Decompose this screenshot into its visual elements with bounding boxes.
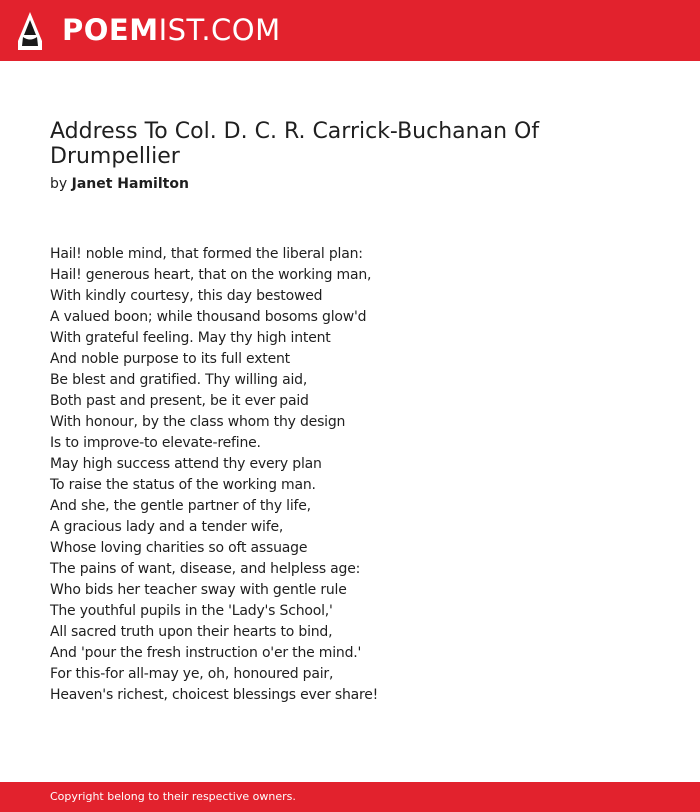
- poem-line: For this-for all-may ye, oh, honoured pair,: [50, 666, 334, 682]
- logo-light-text: IST.COM: [158, 13, 281, 47]
- site-logo[interactable]: [62, 13, 281, 47]
- poem-line: Both past and present, be it ever paid: [50, 393, 309, 409]
- poem-line: And noble purpose to its full extent: [50, 351, 290, 367]
- site-footer: [0, 782, 700, 812]
- poem-line: Be blest and gratified. Thy willing aid,: [50, 372, 308, 388]
- poem-line: And 'pour the fresh instruction o'er the mind.': [50, 645, 362, 661]
- poem-line: Who bids her teacher sway with gentle rule: [50, 582, 347, 598]
- poem-line: Hail! generous heart, that on the working man,: [50, 267, 372, 283]
- logo-bold-text: POEM: [62, 13, 159, 47]
- by-label: by: [50, 176, 68, 192]
- poem-line: Hail! noble mind, that formed the liberal plan:: [50, 246, 363, 262]
- poem-body: [50, 244, 650, 706]
- byline: [50, 175, 189, 193]
- poem-title: Address To Col. D. C. R. Carrick-Buchanan Of Drumpellier: [50, 119, 540, 169]
- poem-line: With kindly courtesy, this day bestowed: [50, 288, 323, 304]
- poem-line: Heaven's richest, choicest blessings ever share!: [50, 687, 379, 703]
- poem-line: With grateful feeling. May thy high intent: [50, 330, 331, 346]
- pencil-tip-icon: [17, 11, 43, 51]
- poem-line: Is to improve-to elevate-refine.: [50, 435, 261, 451]
- copyright-text: Copyright belong to their respective owners.: [50, 790, 296, 803]
- poem-line: The pains of want, disease, and helpless age:: [50, 561, 361, 577]
- poem-line: To raise the status of the working man.: [50, 477, 316, 493]
- author-name: Janet Hamilton: [71, 176, 189, 192]
- poem-line: And she, the gentle partner of thy life,: [50, 498, 311, 514]
- poem-line: Whose loving charities so oft assuage: [50, 540, 308, 556]
- site-header: [0, 0, 700, 61]
- poem-line: A valued boon; while thousand bosoms glow'd: [50, 309, 367, 325]
- poem-line: The youthful pupils in the 'Lady's School,': [50, 603, 333, 619]
- poem-line: All sacred truth upon their hearts to bind,: [50, 624, 333, 640]
- poem-line: With honour, by the class whom thy design: [50, 414, 346, 430]
- poem-line: A gracious lady and a tender wife,: [50, 519, 284, 535]
- poem-line: May high success attend thy every plan: [50, 456, 322, 472]
